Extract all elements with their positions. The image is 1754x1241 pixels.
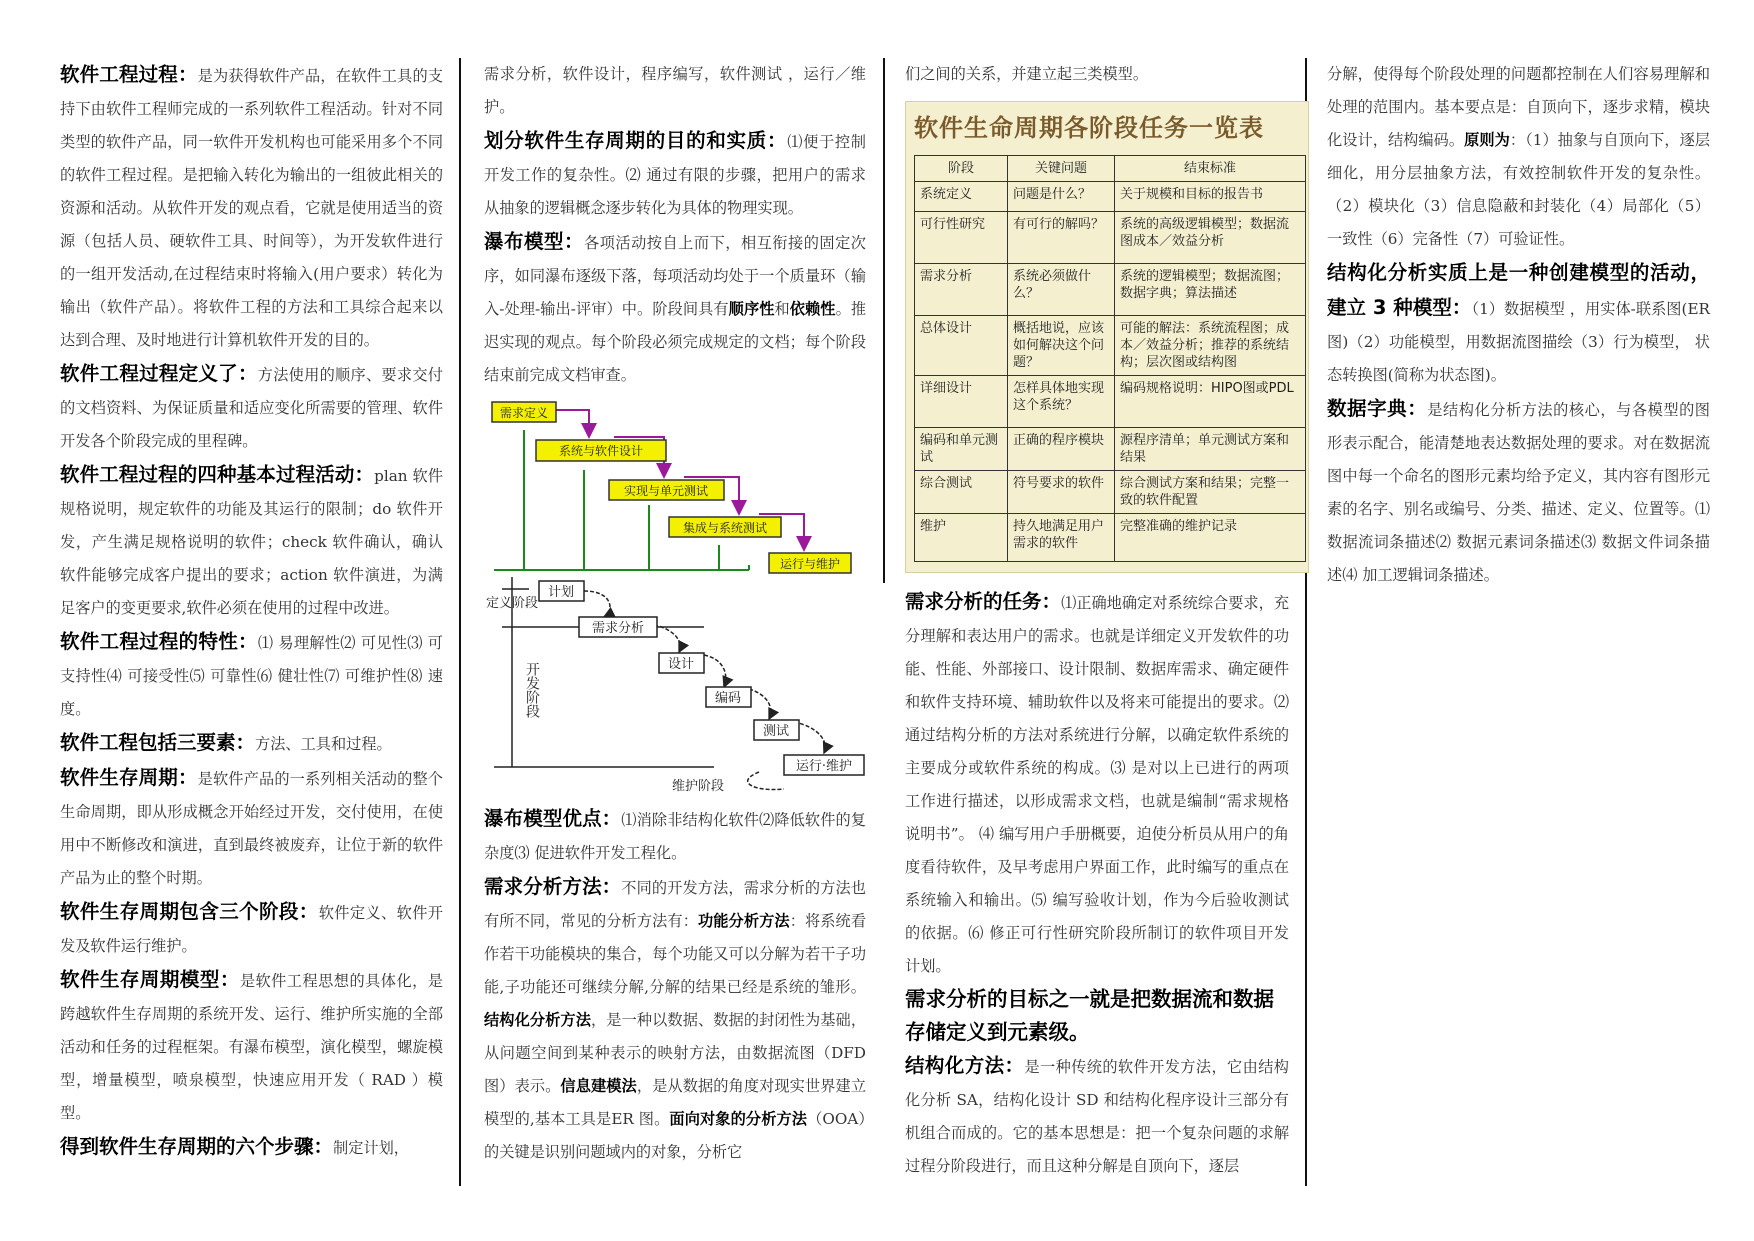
step-label: 需求分析 — [591, 621, 645, 636]
phase-define-label: 定义阶段 — [486, 596, 539, 611]
table-row — [915, 182, 1306, 212]
table-cell: 概括地说，应该如何解决这个问题？ — [1008, 316, 1115, 376]
section-heading: 瀑布模型优点： — [484, 807, 622, 830]
section-life-cycle — [60, 761, 443, 895]
column-divider — [459, 58, 461, 1186]
table-cell: 需求分析 — [915, 264, 1008, 316]
table-cell: 可行性研究 — [915, 212, 1008, 264]
section-process-defines — [60, 357, 443, 458]
section-waterfall — [484, 225, 866, 392]
section-text: 是软件产品的一系列相关活动的整个生命周期，即从形成概念开始经过开发，交付使用，在使用中不断修改和演进，直到最终被废弃，让位于新的软件产品为止的整个时期。 — [60, 770, 443, 887]
section-heading: 需求分析方法： — [484, 875, 622, 898]
section-four-activities — [60, 458, 443, 625]
section-text: 需求分析，软件设计，程序编写，软件测试 ，运行／维护。 — [484, 65, 866, 116]
table-cell: 综合测试方案和结果；完整一致的软件配置 — [1115, 471, 1306, 514]
section-requirement-methods — [484, 870, 866, 1169]
stage-label: 需求定义 — [499, 406, 549, 420]
stage-label: 运行与维护 — [779, 557, 841, 571]
lifecycle-step-5 — [754, 720, 799, 740]
step-label: 编码 — [714, 691, 742, 706]
keyword: 依赖性 — [789, 300, 836, 318]
section-heading: 软件工程过程： — [60, 63, 198, 86]
column-1 — [60, 58, 443, 1165]
section-requirement-tasks — [905, 585, 1289, 983]
section-text: 方法、工具和过程。 — [255, 735, 392, 753]
table-cell: 完整准确的维护记录 — [1115, 514, 1306, 562]
section-structured-analysis — [1327, 256, 1710, 392]
section-text: （1）数据模型 ，用实体-联系图(ER 图)（2）功能模型，用数据流图描绘（3）行为模型， 状态转换图(简称为状态图)。 — [1327, 300, 1710, 384]
lifecycle-step-3 — [659, 653, 704, 673]
table-cell: 编码规格说明：HIPO图或PDL — [1115, 376, 1306, 428]
column-3 — [905, 58, 1294, 1183]
section-waterfall-advantages — [484, 802, 866, 870]
table-cell: 系统必须做什么？ — [1008, 264, 1115, 316]
section-life-cycle-model — [60, 963, 443, 1130]
table-header: 阶段 — [915, 156, 1008, 182]
section-text: ⑴消除非结构化软件⑵降低软件的复杂度⑶ 促进软件开发工程化。 — [484, 811, 866, 862]
section-heading: 软件工程过程的四种基本过程活动： — [60, 463, 375, 486]
section-structured-method — [905, 1049, 1289, 1183]
section-heading: 需求分析的任务： — [905, 590, 1062, 613]
table-cell: 维护 — [915, 514, 1008, 562]
section-text: 是软件工程思想的具体化，是跨越软件生存周期的系统开发、运行、维护所实施的全部活动和任务的过程框架。有瀑布模型，演化模型，螺旋模型，增量模型，喷泉模型，快速应用开发（ RAD ）模型。 — [60, 972, 443, 1122]
table-row — [915, 428, 1306, 471]
section-heading: 软件生存周期包含三个阶段： — [60, 900, 319, 923]
table-title: 软件生命周期各阶段任务一览表 — [914, 114, 1264, 142]
keyword: 原则为 — [1464, 131, 1510, 149]
table-cell: 编码和单元测试 — [915, 428, 1008, 471]
keyword: 功能分析方法 — [697, 912, 790, 930]
section-six-steps — [60, 1130, 443, 1165]
table-row — [915, 376, 1306, 428]
section-heading: 软件工程过程的特性： — [60, 630, 258, 653]
section-six-steps-cont — [484, 58, 866, 124]
section-data-dictionary — [1327, 392, 1710, 592]
phase-maintain-label: 维护阶段 — [672, 779, 725, 794]
keyword: 顺序性 — [728, 300, 775, 318]
keyword: 结构化分析方法 — [484, 1011, 591, 1029]
table-header-row — [915, 156, 1306, 182]
section-text: ⑴正确地确定对系统综合要求，充分理解和表达用户的需求。也就是详细定义开发软件的功能、性能、外部接口、设计限制、数据库需求、确定硬件和软件支持环境、辅助软件以及将来可能提出的要求。⑵ 通过结构分析的方法对系统进行分解，以确定软件系统的主要成分或软件系统的构成。⑶ 是对以上已进行的两项工作进行描述，以形成需求文档，也就是编制“需求规格说明书”。 ⑷ 编写用户手册概要，迫使分析员从用户的角度看待软件，及早考虑用户界面工作，此时编写的重点在系统输入和输出。⑸ 编写验收计划，作为今后验收测试的依据。⑹ 修正可行性研究阶段所制订的软件项目开发计划。 — [905, 594, 1289, 975]
section-software-process — [60, 58, 443, 357]
table-cell: 有可行的解吗？ — [1008, 212, 1115, 264]
table-cell: 问题是什么？ — [1008, 182, 1115, 212]
table-row — [915, 514, 1306, 562]
table-cell: 怎样具体地实现这个系统？ — [1008, 376, 1115, 428]
table-header: 关键问题 — [1008, 156, 1115, 182]
section-heading: 软件工程包括三要素： — [60, 731, 256, 754]
section-heading: 结构化方法： — [905, 1054, 1025, 1077]
table-row — [915, 212, 1306, 264]
column-divider — [883, 58, 885, 583]
column-4 — [1327, 58, 1710, 592]
waterfall-stage-2 — [536, 440, 666, 461]
section-text: 和 — [774, 300, 790, 318]
section-process-characteristics — [60, 625, 443, 726]
section-heading: 得到软件生存周期的六个步骤： — [60, 1135, 334, 1158]
section-text: 是为获得软件产品，在软件工具的支持下由软件工程师完成的一系列软件工程活动。针对不同类型的软件产品，同一软件开发机构也可能采用多个不同的软件工程过程。是把输入转化为输出的一组彼此相关的资源和活动。从软件开发的观点看，它就是使用适当的资源（包括人员、硬软件工具、时间等），为开发软件进行的一组开发活动,在过程结束时将输入(用户要求）转化为输出（软件产品）。将软件工程的方法和工具综合起来以达到合理、及时地进行计算机软件开发的目的。 — [60, 67, 443, 349]
section-text: ：将系统看作若干功能模块的集合，每个功能又可以分解为若干子功能,子功能还可继续分解,分解的结果已经是系统的雏形。 — [484, 912, 867, 996]
section-text: ⑴ 易理解性⑵ 可见性⑶ 可支持性⑷ 可接受性⑸ 可靠性⑹ 健壮性⑺ 可维护性⑻ 速度。 — [60, 634, 443, 718]
section-text: ⑴便于控制开发工作的复杂性。⑵ 通过有限的步骤，把用户的需求从抽象的逻辑概念逐步转化为具体的物理实现。 — [484, 133, 866, 217]
table-cell: 持久地满足用户需求的软件 — [1008, 514, 1115, 562]
table-cell: 总体设计 — [915, 316, 1008, 376]
section-heading: 软件生存周期： — [60, 766, 198, 789]
table-cell: 系统定义 — [915, 182, 1008, 212]
step-label: 测试 — [762, 724, 790, 739]
keyword: 面向对象的分析方法 — [669, 1110, 808, 1128]
section-text: 不同的开发方法，需求分析的方法也有所不同，常见的分析方法有： — [484, 879, 866, 930]
keyword: 信息建模法 — [560, 1077, 637, 1095]
section-heading: 数据字典： — [1327, 397, 1428, 420]
stage-label: 系统与软件设计 — [558, 444, 644, 458]
section-text: 们之间的关系，并建立起三类模型。 — [905, 65, 1148, 83]
table-cell: 源程序清单；单元测试方案和结果 — [1115, 428, 1306, 471]
table-cell: 符号要求的软件 — [1008, 471, 1115, 514]
step-label: 计划 — [547, 585, 575, 600]
lifecycle-step-4 — [706, 687, 751, 707]
lifecycle-diagram — [484, 577, 866, 802]
table-cell: 综合测试 — [915, 471, 1008, 514]
waterfall-stage-1 — [492, 402, 556, 422]
table-cell: 正确的程序模块 — [1008, 428, 1115, 471]
table-cell: 详细设计 — [915, 376, 1008, 428]
section-text: 是结构化分析方法的核心，与各模型的图形表示配合，能清楚地表达数据处理的要求。对在数据流图中每一个命名的图形元素均给予定义，其内容有图形元素的名字、别名或编号、分类、描述、定义、位置等。⑴ 数据流词条描述⑵ 数据元素词条描述⑶ 数据文件词条描述⑷ 加工逻辑词条描述。 — [1327, 401, 1710, 584]
phase-develop-label: 开发阶段 — [524, 662, 540, 718]
section-text: 软件定义、软件开发及软件运行维护。 — [60, 904, 443, 955]
section-text: ，是一种以数据、数据的封闭性为基础，从问题空间到某种表示的映射方法，由数据流图（DFD 图）表示。 — [484, 1011, 867, 1095]
step-label: 运行·维护 — [795, 759, 853, 774]
section-three-elements — [60, 726, 443, 761]
table-header: 结束标准 — [1115, 156, 1306, 182]
table-cell: 系统的逻辑模型；数据流图；数据字典；算法描述 — [1115, 264, 1306, 316]
table-cell: 关于规模和目标的报告书 — [1115, 182, 1306, 212]
section-text: （OOA）的关键是识别问题域内的对象，分析它 — [484, 1110, 866, 1161]
waterfall-stage-4 — [669, 517, 781, 537]
lifecycle-step-6 — [784, 755, 864, 775]
waterfall-diagram — [484, 400, 866, 575]
section-text: ，是从数据的角度对现实世界建立模型的,基本工具是ER 图。 — [484, 1077, 867, 1128]
section-heading: 结构化分析实质上是一种创建模型的活动，建立 3 种模型： — [1327, 261, 1710, 319]
lifecycle-step-1 — [539, 581, 584, 601]
lifecycle-step-2 — [579, 617, 657, 637]
section-text: 是一种传统的软件开发方法，它由结构化分析 SA，结构化设计 SD 和结构化程序设计三部分有机组合而成的。它的基本思想是：把一个复杂问题的求解过程分阶段进行，而且这种分解是自顶向下，逐层 — [905, 1058, 1289, 1175]
section-heading: 划分软件生存周期的目的和实质： — [484, 129, 788, 152]
lifecycle-task-table — [905, 101, 1309, 573]
section-text: ：（1）抽象与自顶向下，逐层细化，用分层抽象方法，有效控制软件开发的复杂性。（2）模块化（3）信息隐蔽和封装化（4）局部化（5）一致性（6）完备性（7）可验证性。 — [1327, 131, 1711, 248]
section-text: 分解，使得每个阶段处理的问题都控制在人们容易理解和处理的范围内。基本要点是：自顶向下，逐步求精，模块化设计，结构编码。 — [1327, 65, 1710, 149]
waterfall-stage-5 — [769, 553, 851, 573]
waterfall-stage-3 — [609, 480, 724, 500]
task-table — [914, 155, 1306, 562]
table-row — [915, 471, 1306, 514]
section-three-models-cont — [905, 58, 1289, 91]
column-2 — [484, 58, 866, 1169]
section-heading: 软件工程过程定义了： — [60, 362, 258, 385]
section-text: 制定计划， — [333, 1139, 409, 1157]
stage-label: 集成与系统测试 — [682, 521, 768, 535]
section-text: plan 软件规格说明，规定软件的功能及其运行的限制；do 软件开发，产生满足规格说明的软件；check 软件确认，确认软件能够完成客户提出的要求；action 软件演进，为满足客户的变更要求,软件必须在使用的过程中改进。 — [60, 467, 443, 617]
section-three-phases — [60, 895, 443, 963]
section-heading: 软件生存周期模型： — [60, 968, 240, 991]
stage-label: 实现与单元测试 — [623, 484, 709, 498]
table-cell: 系统的高级逻辑模型；数据流图成本／效益分析 — [1115, 212, 1306, 264]
table-row — [915, 264, 1306, 316]
table-row — [915, 316, 1306, 376]
section-purpose — [484, 124, 866, 225]
step-label: 设计 — [667, 657, 695, 672]
section-requirement-goal: 需求分析的目标之一就是把数据流和数据存储定义到元素级。 — [905, 987, 1274, 1044]
table-cell: 可能的解法：系统流程图；成本／效益分析；推荐的系统结构；层次图或结构图 — [1115, 316, 1306, 376]
section-text: 各项活动按自上而下，相互衔接的固定次序，如同瀑布逐级下落，每项活动均处于一个质量环（输入-处理-输出-评审）中。阶段间具有 — [484, 234, 866, 318]
section-text: 方法使用的顺序、要求交付的文档资料、为保证质量和适应变化所需要的管理、软件开发各个阶段完成的里程碑。 — [60, 366, 443, 450]
section-structured-method-cont — [1327, 58, 1710, 256]
section-heading: 瀑布模型： — [484, 230, 585, 253]
section-text: 。推迟实现的观点。每个阶段必须完成规定的文档；每个阶段结束前完成文档审查。 — [484, 300, 867, 384]
